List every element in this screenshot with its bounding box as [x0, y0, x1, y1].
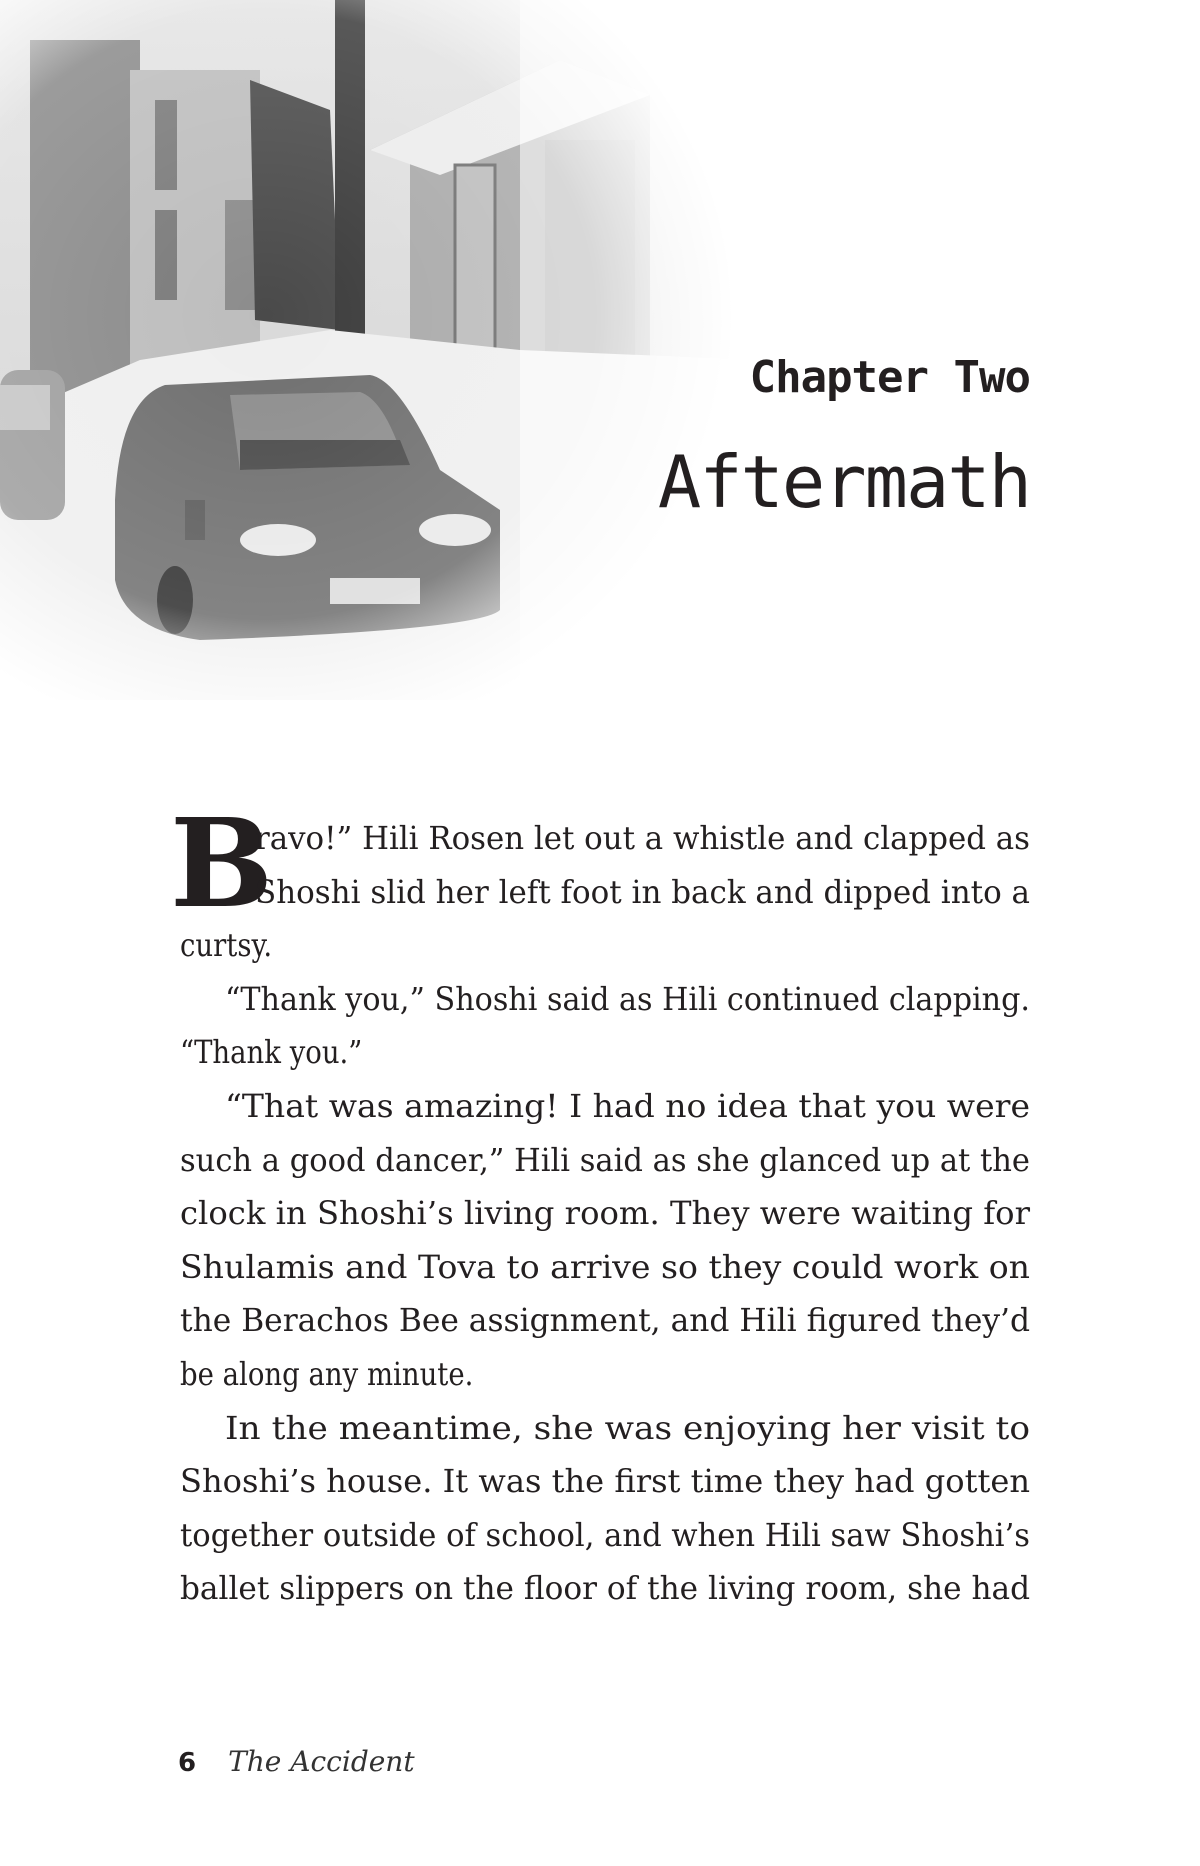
text-line: ravo!” Hili Rosen let out a whistle and clapped as	[255, 819, 1030, 857]
text-line: In the meantime, she was enjoying her visit to	[225, 1408, 1030, 1447]
running-title: The Accident	[228, 1745, 415, 1778]
text-line: “That was amazing! I had no idea that you were	[225, 1086, 1030, 1125]
text-line: be along any minute.	[180, 1354, 474, 1393]
text-line: Shoshi’s house. It was the first time they had gotten	[180, 1462, 1030, 1501]
chapter-illustration	[0, 0, 760, 700]
text-line: the Berachos Bee assignment, and Hili figured they’d	[180, 1301, 1030, 1340]
body-text	[180, 812, 1030, 1616]
text-line: ballet slippers on the floor of the living room, she had	[180, 1569, 1030, 1608]
page-footer	[178, 1745, 415, 1778]
chapter-title: Aftermath	[657, 440, 1030, 524]
page-number: 6	[178, 1748, 197, 1778]
drop-cap: B	[170, 791, 274, 935]
text-line: “Thank you.”	[180, 1033, 363, 1072]
text-line: together outside of school, and when Hili saw Shoshi’s	[180, 1515, 1030, 1554]
text-line: clock in Shoshi’s living room. They were waiting for	[180, 1194, 1030, 1233]
text-line: “Thank you,” Shoshi said as Hili continued clapping.	[225, 979, 1030, 1018]
text-line: such a good dancer,” Hili said as she glanced up at the	[180, 1140, 1030, 1179]
chapter-label: Chapter Two	[749, 352, 1030, 403]
text-line: Shulamis and Tova to arrive so they could work on	[180, 1247, 1030, 1286]
text-line: Shoshi slid her left foot in back and dipped into a	[255, 872, 1030, 911]
text-line: curtsy.	[180, 926, 273, 965]
